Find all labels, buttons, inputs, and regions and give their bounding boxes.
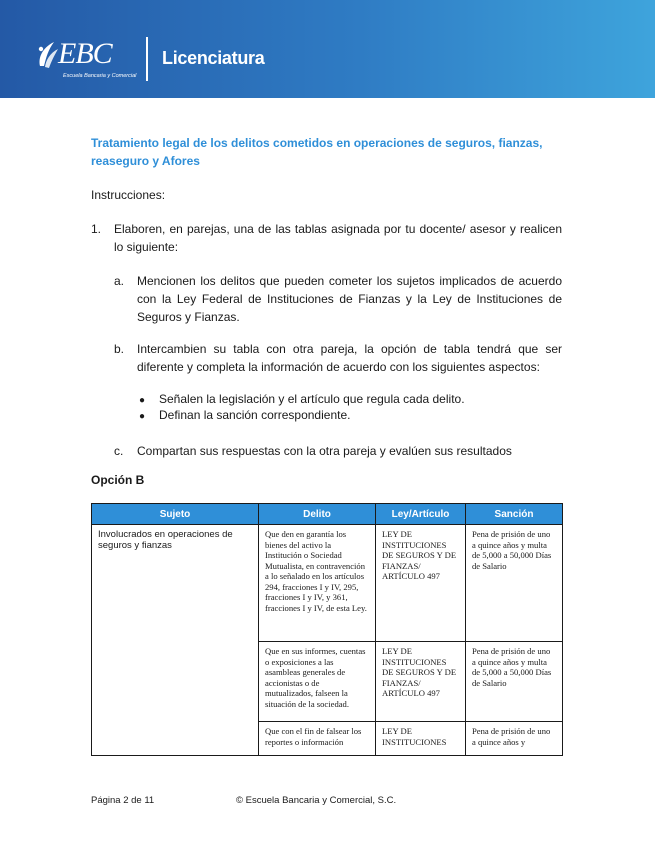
header-divider bbox=[146, 37, 148, 81]
footer-page-number: Página 2 de 11 bbox=[91, 795, 155, 806]
column-header-ley: Ley/Artículo bbox=[376, 504, 466, 525]
ebc-logo[interactable] bbox=[36, 36, 136, 84]
delito-cell: Que den en garantía los bienes del activo la Institución o Sociedad Mutualista, en contravención a lo señalado en los artículos 294, fracciones I y IV, 295, fracciones I y IV, y 361, fracciones I y IV, de esta Ley. bbox=[259, 525, 376, 642]
ley-cell: LEY DE INSTITUCIONES bbox=[376, 722, 466, 756]
item-1-number: 1. bbox=[91, 222, 102, 236]
ley-cell: LEY DE INSTITUCIONES DE SEGUROS Y DE FIANZAS/ ARTÍCULO 497 bbox=[376, 525, 466, 642]
column-header-sancion: Sanción bbox=[466, 504, 563, 525]
bullet-icon: ● bbox=[139, 411, 146, 422]
sancion-cell: Pena de prisión de uno a quince años y multa de 5,000 a 50,000 Días de Salario bbox=[466, 642, 563, 722]
logo-subtitle: Escuela Bancaria y Comercial bbox=[63, 73, 137, 79]
delito-cell: Que con el fin de falsear los reportes o información bbox=[259, 722, 376, 756]
section-title: Licenciatura bbox=[162, 48, 265, 68]
ley-cell: LEY DE INSTITUCIONES DE SEGUROS Y DE FIANZAS/ ARTÍCULO 497 bbox=[376, 642, 466, 722]
sub-c-text: Compartan sus respuestas con la otra pareja y evalúen sus resultados bbox=[137, 444, 512, 458]
sub-b-text: Intercambien su tabla con otra pareja, la opción de tabla tendrá que ser diferente y completa la información de acuerdo con los siguientes aspectos: bbox=[137, 342, 562, 374]
table-row bbox=[92, 525, 563, 642]
bullet-text: Señalen la legislación y el artículo que regula cada delito. bbox=[159, 392, 465, 406]
item-1-text: Elaboren, en parejas, una de las tablas asignada por tu docente/ asesor y realicen lo siguiente: bbox=[114, 222, 562, 254]
sancion-cell: Pena de prisión de uno a quince años y bbox=[466, 722, 563, 756]
column-header-sujeto: Sujeto bbox=[92, 504, 259, 525]
subject-cell: Involucrados en operaciones de seguros y fianzas bbox=[92, 525, 259, 756]
bullet-icon: ● bbox=[139, 395, 146, 406]
instructions-label: Instrucciones: bbox=[91, 188, 166, 202]
document-title: Tratamiento legal de los delitos cometidos en operaciones de seguros, fianzas, reaseguro y Afores bbox=[91, 136, 543, 168]
column-header-delito: Delito bbox=[259, 504, 376, 525]
header-banner bbox=[0, 0, 655, 98]
option-label: Opción B bbox=[91, 473, 145, 487]
sub-a-text: Mencionen los delitos que pueden cometer los sujetos implicados de acuerdo con la Ley Federal de Instituciones de Fianzas y la Ley de Instituciones de Seguros y Fianzas. bbox=[137, 274, 562, 324]
sub-b-label: b. bbox=[114, 342, 125, 356]
table-header-row bbox=[92, 504, 563, 525]
logo-text: EBC bbox=[58, 37, 112, 70]
logo-leaf-icon bbox=[36, 40, 60, 70]
footer-copyright: © Escuela Bancaria y Comercial, S.C. bbox=[236, 795, 397, 806]
offenses-table bbox=[91, 503, 563, 756]
bullet-text: Definan la sanción correspondiente. bbox=[159, 408, 351, 422]
delito-cell: Que en sus informes, cuentas o exposiciones a las asambleas generales de accionistas o de mutualizados, falseen la situación de la sociedad. bbox=[259, 642, 376, 722]
sub-c-label: c. bbox=[114, 444, 124, 458]
sancion-cell: Pena de prisión de uno a quince años y multa de 5,000 a 50,000 Días de Salario bbox=[466, 525, 563, 642]
sub-a-label: a. bbox=[114, 274, 125, 288]
